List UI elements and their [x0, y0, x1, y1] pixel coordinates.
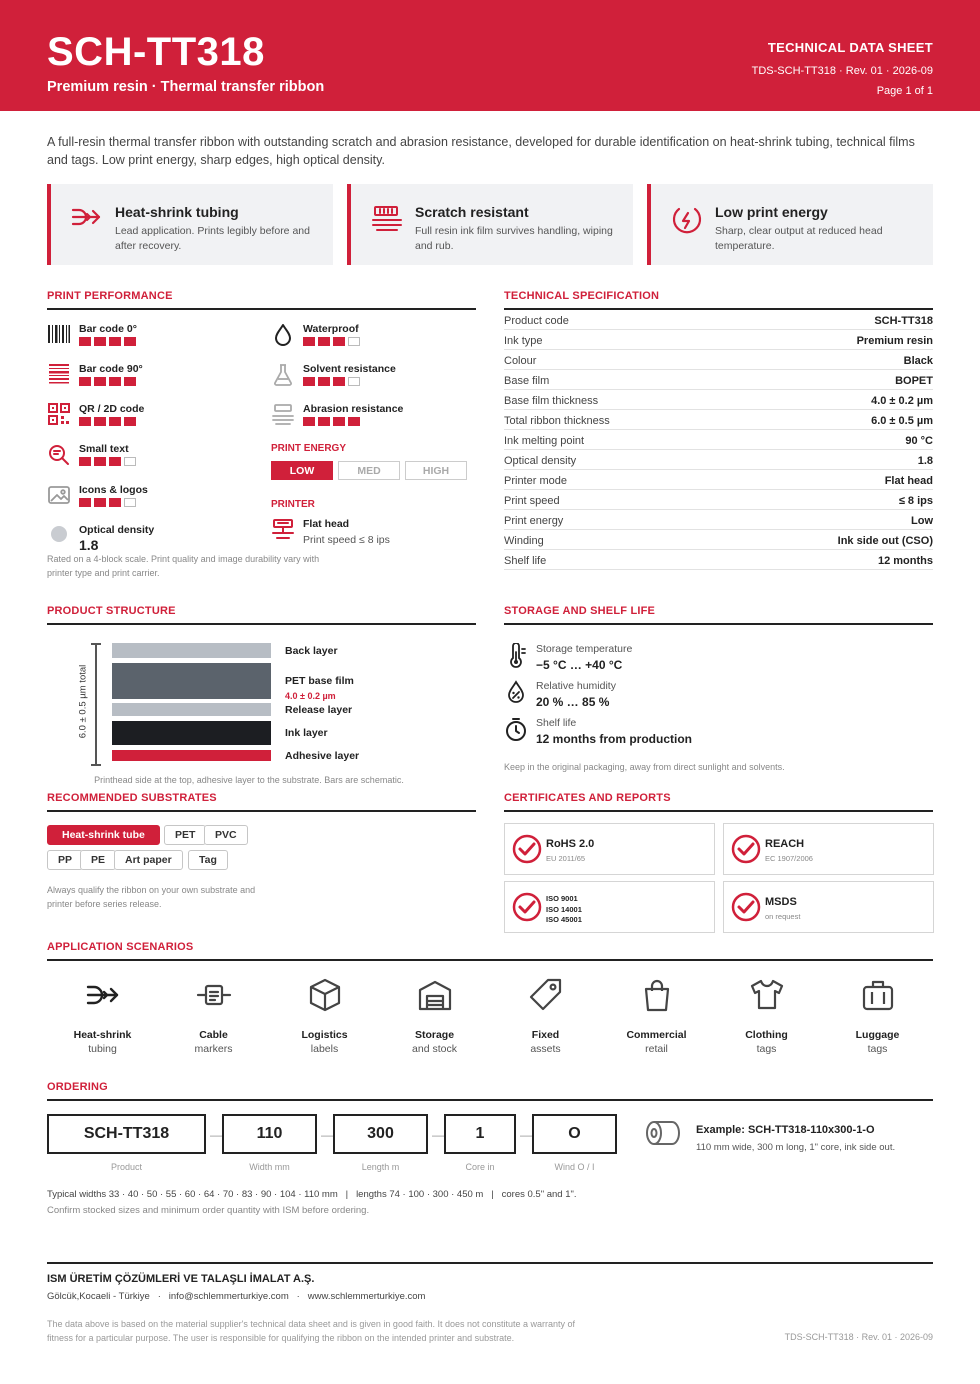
spec-row: [504, 530, 933, 550]
rating-block-filled: [94, 417, 106, 426]
rating-block-filled: [109, 457, 121, 466]
energy-level-high: HIGH: [405, 461, 467, 480]
layer-bar-release: [112, 703, 271, 716]
spec-key: Shelf life: [504, 555, 547, 567]
optical-density-label: Optical density: [79, 524, 155, 536]
storage-label: Relative humidity: [536, 680, 616, 692]
rating-block-filled: [109, 498, 121, 507]
spec-row: [504, 390, 933, 410]
rating-block-filled: [124, 417, 136, 426]
rating-block-filled: [94, 377, 106, 386]
app-sub: and stock: [412, 1043, 457, 1055]
app-luggage: [822, 978, 933, 1055]
storage-label: Storage temperature: [536, 643, 633, 655]
spec-row: [504, 470, 933, 490]
shopping-bag-icon: [639, 978, 675, 1012]
cert-iso-14001: ISO 14001: [546, 904, 582, 914]
rating-block-filled: [303, 417, 315, 426]
order-example-title: Example: SCH-TT318-110x300-1-O: [696, 1124, 875, 1136]
app-title: Logistics: [301, 1029, 348, 1041]
box-icon: [307, 978, 343, 1012]
substrate-chip: PVC: [204, 825, 248, 845]
order-typical-sizes: Typical widths 33 · 40 · 50 · 55 · 60 · 64 · 70 · 83 · 90 · 104 · 110 mm | lengths 74 · 100 · 300 · 450 m | cores 0.5" and 1".: [47, 1189, 577, 1200]
cert-name: RoHS 2.0: [546, 838, 595, 850]
rating-block-filled: [318, 337, 330, 346]
thickness-axis-label: 6.0 ± 0.5 µm total: [77, 664, 89, 739]
thermometer-icon: [504, 643, 528, 669]
rating-block-filled: [318, 377, 330, 386]
structure-note: Printhead side at the top, adhesive layer to the substrate. Bars are schematic.: [94, 775, 404, 785]
printhead-icon: [271, 518, 295, 542]
spec-value: Premium resin: [856, 335, 933, 347]
spec-row: [504, 490, 933, 510]
spec-row: [504, 370, 933, 390]
cert-msds: [723, 881, 934, 933]
section-certificates: CERTIFICATES AND REPORTS: [504, 792, 933, 812]
cert-iso-9001: ISO 9001: [546, 894, 578, 903]
product-title: SCH-TT318: [47, 30, 265, 74]
rating-label: Small text: [79, 443, 129, 455]
tag-icon: [528, 978, 564, 1012]
rating-block-empty: [348, 377, 360, 386]
rating-note: Rated on a 4-block scale. Print quality and image durability vary with printer type and print carrier.: [47, 554, 320, 578]
feature-card-scratch: [347, 184, 633, 265]
rating-block-filled: [333, 337, 345, 346]
spec-value: 6.0 ± 0.5 µm: [871, 415, 933, 427]
product-subtitle: Premium resin · Thermal transfer ribbon: [47, 79, 325, 95]
doc-ref: TDS-SCH-TT318 · Rev. 01 · 2026-09: [751, 65, 933, 77]
substrate-chip: Tag: [188, 850, 228, 870]
order-box-product: SCH-TT318: [47, 1114, 206, 1154]
qr-code-icon: [47, 403, 71, 425]
rating-label: QR / 2D code: [79, 403, 145, 415]
spec-value: Low: [911, 515, 933, 527]
app-logistics: [269, 978, 380, 1055]
app-storage: [379, 978, 490, 1055]
spec-key: Winding: [504, 535, 544, 547]
humidity-icon: [504, 680, 528, 706]
spec-value: SCH-TT318: [874, 315, 933, 327]
footer-disclaimer: The data above is based on the material supplier's technical data sheet and is given in good faith. It does not constitute a warranty of fitness for a particular purpose. The user is responsible for qualifying the ribbon on the intended printer and substrate.: [47, 1319, 576, 1343]
rating-blocks: [79, 498, 136, 507]
rating-block-filled: [109, 337, 121, 346]
section-technical-specification: TECHNICAL SPECIFICATION: [504, 290, 933, 310]
energy-icon: [671, 205, 703, 235]
feature-title: Heat-shrink tubing: [115, 204, 239, 220]
checkmark-icon: [731, 892, 761, 922]
rating-label: Solvent resistance: [303, 363, 396, 375]
rating-block-filled: [124, 337, 136, 346]
cert-sub: on request: [765, 912, 801, 921]
app-title: Commercial: [626, 1029, 687, 1041]
intro-text: A full-resin thermal transfer ribbon with outstanding scratch and abrasion resistance, developed for durable identification on heat-shrink tubing, technical films and tags. Low print energy, sharp edges, high optical density.: [47, 135, 915, 167]
rating-block-filled: [94, 498, 106, 507]
storage-value: 20 % … 85 %: [536, 695, 610, 709]
order-label: Length m: [361, 1162, 400, 1172]
spec-value: ≤ 8 ips: [898, 495, 933, 507]
spec-key: Base film: [504, 375, 550, 387]
rating-block-filled: [94, 457, 106, 466]
spec-key: Product code: [504, 315, 569, 327]
doc-type: TECHNICAL DATA SHEET: [767, 40, 933, 55]
storage-value: −5 °C … +40 °C: [536, 658, 623, 672]
rating-block-filled: [124, 377, 136, 386]
section-applications: APPLICATION SCENARIOS: [47, 941, 933, 961]
cert-name: REACH: [765, 838, 805, 850]
spec-value: 12 months: [877, 555, 933, 567]
app-title: Storage: [414, 1029, 455, 1041]
spec-key: Ink melting point: [504, 435, 585, 447]
density-circle-icon: [47, 524, 71, 548]
rating-label: Waterproof: [303, 323, 359, 335]
rating-block-filled: [79, 457, 91, 466]
cert-iso: [504, 881, 715, 933]
rating-block-filled: [109, 377, 121, 386]
section-storage: STORAGE AND SHELF LIFE: [504, 605, 933, 625]
spec-key: Total ribbon thickness: [504, 415, 610, 427]
optical-density-value: 1.8: [79, 537, 99, 553]
feature-title: Low print energy: [715, 204, 828, 220]
substrate-chip: PP: [47, 850, 83, 870]
storage-label: Shelf life: [536, 717, 577, 729]
order-example-desc: 110 mm wide, 300 m long, 1" core, ink side out.: [696, 1142, 896, 1153]
feature-title: Scratch resistant: [415, 204, 529, 220]
rating-block-filled: [79, 498, 91, 507]
app-sub: retail: [645, 1043, 668, 1055]
app-title: Cable: [199, 1029, 228, 1041]
spec-value: 90 °C: [905, 435, 933, 447]
rating-block-filled: [79, 377, 91, 386]
rating-block-filled: [303, 337, 315, 346]
cert-reach: [723, 823, 934, 875]
substrate-chip: PET: [164, 825, 206, 845]
spec-value: 4.0 ± 0.2 µm: [871, 395, 933, 407]
spec-row: [504, 550, 933, 570]
rating-blocks: [79, 457, 136, 466]
footer-ref: TDS-SCH-TT318 · Rev. 01 · 2026-09: [784, 1332, 933, 1342]
rating-block-filled: [79, 417, 91, 426]
order-confirm-note: Confirm stocked sizes and minimum order quantity with ISM before ordering.: [47, 1205, 370, 1216]
spec-value: Black: [903, 355, 933, 367]
rating-label: Bar code 0°: [79, 323, 137, 335]
feature-desc: Lead application. Prints legibly before and after recovery.: [115, 225, 310, 252]
luggage-icon: [860, 978, 896, 1012]
flask-icon: [271, 363, 295, 387]
section-substrates: RECOMMENDED SUBSTRATES: [47, 792, 476, 812]
cert-iso-lines: [546, 894, 582, 926]
checkmark-icon: [512, 834, 542, 864]
rating-block-filled: [333, 417, 345, 426]
spec-key: Print speed: [504, 495, 560, 507]
feature-card-energy: [647, 184, 933, 265]
layer-label-pet: PET base film: [285, 675, 354, 687]
spec-key: Print energy: [504, 515, 564, 527]
spec-key: Ink type: [504, 335, 543, 347]
layer-label-back: Back layer: [285, 645, 338, 657]
print-energy-title: PRINT ENERGY: [271, 443, 347, 454]
layer-bar-ink: [112, 721, 271, 745]
printer-head: Flat head: [303, 518, 350, 530]
spec-row: [504, 430, 933, 450]
section-ordering: ORDERING: [47, 1081, 933, 1101]
app-sub: tubing: [88, 1043, 117, 1055]
heat-shrink-icon: [85, 978, 121, 1012]
spec-value: BOPET: [895, 375, 933, 387]
spec-value: 1.8: [917, 455, 933, 467]
rating-blocks: [79, 417, 136, 426]
rating-block-empty: [348, 337, 360, 346]
app-sub: tags: [756, 1043, 777, 1055]
feature-card-heat-shrink: [47, 184, 333, 265]
spec-key: Optical density: [504, 455, 577, 467]
cert-name: MSDS: [765, 896, 797, 908]
spec-value: Flat head: [884, 475, 933, 487]
app-sub: assets: [530, 1043, 561, 1055]
heat-shrink-icon: [71, 205, 103, 229]
section-product-structure: PRODUCT STRUCTURE: [47, 605, 476, 625]
rating-block-filled: [333, 377, 345, 386]
spec-row: [504, 310, 933, 330]
app-clothing: [711, 978, 822, 1055]
rating-blocks: [303, 377, 360, 386]
substrate-chip: Heat-shrink tube: [47, 825, 160, 845]
section-print-performance: PRINT PERFORMANCE: [47, 290, 476, 310]
rating-label: Icons & logos: [79, 484, 148, 496]
cert-sub: EU 2011/65: [546, 854, 586, 863]
printer-title: PRINTER: [271, 499, 315, 510]
barcode-rotated-icon: [47, 363, 71, 385]
app-title: Clothing: [745, 1029, 788, 1041]
order-label: Core in: [465, 1162, 495, 1172]
rating-label: Bar code 90°: [79, 363, 143, 375]
app-sub: markers: [194, 1043, 233, 1055]
order-separator: —: [321, 1128, 333, 1142]
layer-bar-back: [112, 643, 271, 658]
spec-row: [504, 330, 933, 350]
spec-key: Colour: [504, 355, 537, 367]
magnifier-icon: [47, 443, 71, 467]
scratch-icon: [371, 205, 403, 231]
rating-block-empty: [124, 457, 136, 466]
substrate-chip: Art paper: [114, 850, 183, 870]
shirt-icon: [749, 978, 785, 1012]
checkmark-icon: [731, 834, 761, 864]
spec-value: Ink side out (CSO): [837, 535, 933, 547]
ribbon-roll-icon: [645, 1119, 681, 1147]
substrate-chip: PE: [80, 850, 116, 870]
substrates-note: Always qualify the ribbon on your own substrate and printer before series release.: [47, 885, 256, 909]
layer-label-ink: Ink layer: [285, 727, 328, 739]
app-title: Fixed: [531, 1029, 560, 1041]
printer-speed: Print speed ≤ 8 ips: [303, 534, 390, 546]
footer-divider: [47, 1262, 933, 1264]
energy-level-med: MED: [338, 461, 400, 480]
storage-value: 12 months from production: [536, 732, 692, 746]
order-separator: —: [520, 1128, 532, 1142]
rating-block-filled: [79, 337, 91, 346]
header-banner: [0, 0, 980, 111]
rating-block-filled: [109, 417, 121, 426]
rating-block-filled: [303, 377, 315, 386]
feature-desc: Full resin ink film survives handling, wiping and rub.: [415, 225, 613, 252]
energy-level-low: LOW: [271, 461, 333, 480]
spec-key: Printer mode: [504, 475, 567, 487]
cert-rohs: [504, 823, 715, 875]
spec-row: [504, 350, 933, 370]
rating-blocks: [303, 337, 360, 346]
order-label: Product: [110, 1162, 143, 1172]
water-drop-icon: [271, 323, 295, 347]
timer-icon: [504, 717, 528, 743]
footer-company: ISM ÜRETİM ÇÖZÜMLERİ VE TALAŞLI İMALAT A.Ş.: [47, 1273, 315, 1285]
warehouse-icon: [417, 978, 453, 1012]
image-icon: [47, 484, 71, 506]
spec-row: [504, 510, 933, 530]
rating-label: Abrasion resistance: [303, 403, 404, 415]
order-label: Wind O / I: [554, 1162, 595, 1172]
order-box-wind: O: [532, 1114, 617, 1154]
rating-block-empty: [124, 498, 136, 507]
order-separator: —: [210, 1128, 222, 1142]
app-title: Heat-shrink: [73, 1029, 132, 1041]
footer-contact: Gölcük,Kocaeli - Türkiye · info@schlemmerturkiye.com · www.schlemmerturkiye.com: [47, 1291, 426, 1302]
layer-bar-pet: [112, 663, 271, 699]
order-separator: —: [432, 1128, 444, 1142]
barcode-icon: [47, 323, 71, 345]
layer-bar-adhesive: [112, 750, 271, 761]
app-commercial-retail: [601, 978, 712, 1055]
app-fixed-assets: [490, 978, 601, 1055]
cable-marker-icon: [196, 978, 232, 1012]
layer-label-release: Release layer: [285, 704, 353, 716]
app-sub: labels: [310, 1043, 339, 1055]
app-sub: tags: [867, 1043, 888, 1055]
spec-row: [504, 410, 933, 430]
abrasion-icon: [271, 403, 295, 427]
checkmark-icon: [512, 892, 542, 922]
layer-label-adhesive: Adhesive layer: [285, 750, 360, 762]
order-box-core: 1: [444, 1114, 516, 1154]
feature-desc: Sharp, clear output at reduced head temperature.: [715, 225, 883, 252]
page-number: Page 1 of 1: [876, 85, 933, 97]
storage-note: Keep in the original packaging, away from direct sunlight and solvents.: [504, 762, 785, 772]
app-title: Luggage: [855, 1029, 900, 1041]
order-label: Width mm: [249, 1162, 290, 1172]
app-heat-shrink: [47, 978, 158, 1055]
rating-blocks: [79, 337, 136, 346]
rating-block-filled: [348, 417, 360, 426]
cert-iso-45001: ISO 45001: [546, 915, 582, 924]
rating-block-filled: [94, 337, 106, 346]
rating-block-filled: [318, 417, 330, 426]
spec-row: [504, 450, 933, 470]
rating-blocks: [303, 417, 360, 426]
app-cable-markers: [158, 978, 269, 1055]
order-box-length: 300: [333, 1114, 428, 1154]
spec-key: Base film thickness: [504, 395, 599, 407]
cert-sub: EC 1907/2006: [765, 854, 813, 863]
thickness-axis: [95, 643, 97, 766]
order-box-width: 110: [222, 1114, 317, 1154]
rating-blocks: [79, 377, 136, 386]
layer-pet-thickness: 4.0 ± 0.2 µm: [285, 691, 336, 701]
